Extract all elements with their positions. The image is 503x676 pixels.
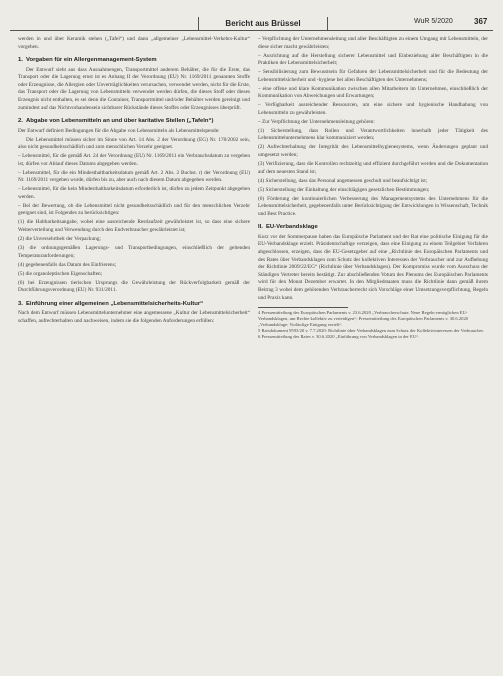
header-rule <box>10 30 493 31</box>
list-item: (6) bei Erzeugnissen tierischen Ursprungs die Gewährleistung der Rückverfolgbarkeit gemäß der Durchführungsverordnung (EU) Nr. 931/2011. <box>18 279 250 294</box>
left-column <box>18 36 250 327</box>
section-heading-tafeln: 2. Abgabe von Lebensmitteln an und über karitative Stellen („Tafeln“) <box>18 118 214 125</box>
footnote: 5 Ratsdokument 9593/20 v. 7.7.2020: Richtlinie über Verbandsklagen zum Schutz der Kollektivinteressen der Verbraucher. <box>258 328 484 334</box>
list-item: – eine offene und klare Kommunikation zwischen allen Mitarbeitern im Unternehmen, einschließlich der Kommunikation von Abweichungen und Erwartungen; <box>258 85 488 100</box>
list-item: – Lebensmittel, für die gemäß Art. 24 der Verordnung (EU) Nr. 1169/2011 ein Verbrauchsdatum zu vergeben ist, dürfen vor Ablauf dieses Datums abgegeben werden. <box>18 153 250 167</box>
list-item: (2) die Unversehrtheit der Verpackung; <box>18 236 101 243</box>
list-item: (4) gegebenenfalls das Datum des Einfrierens; <box>18 261 117 268</box>
journal-issue: WuR 5/2020 <box>414 18 453 25</box>
section-heading-culture: 3. Einführung einer allgemeinen „Lebensmittelsicherheits-Kultur“ <box>18 300 204 307</box>
list-item: (4) Sicherstellung, dass das Personal angemessen geschult und beaufsichtigt ist; <box>258 177 428 184</box>
footnotes <box>258 310 488 340</box>
list-item: – Zur Verpflichtung der Unternehmensleitung gehören: <box>258 118 375 125</box>
page-number: 367 <box>474 17 488 26</box>
paragraph: Kurz vor der Sommerpause haben das Europäische Parlament und der Rat eine politische Einigung für die EU-Verbandsklage erzielt. Präsidentschaftige verzeigen, dass eine Einigung zu einem Teilgebiet Verfahren abgeschlossen, erzeigen, dass die EU-Gesetzgeber auf eine „Richtlinie des Europäischen Parlaments und des Rates über Verbandsklagen zum Schutz der kollektiven Interessen der Verbraucher und zur Aufhebung der Richtlinie 2009/22/EG“ (Richtlinie über Verbandsklagen). Der Kompromiss wurde vom Ausschuss der Ständigen Vertreter bereits bestätigt. Zur abschließenden Votum des Plenums des Europäischen Parlaments wird für den Monat Dezember erwartet. In den Mitgliedstaaten muss die Richtlinie dann gemäß ihrem Beitrag 3 wobei dem gehörenden Verbraucherrecht sich Vorschläge einer Umsetzungsverpflichtung, Regeln und Praxis kann. <box>258 233 488 301</box>
list-item: – Sensibilisierung zum Bewusstsein für Gefahren der Lebensmittelsicherheit und für die Bedeutung der Lebensmittelsicherheit und -hygiene bei allen Beschäftigten des Unternehmens; <box>258 69 488 83</box>
list-item: (5) Sicherstellung der Einhaltung der einschlägigen gesetzlichen Bestimmungen; <box>258 186 430 193</box>
list-item: (3) die ordnungsgemäßen Lagerungs- und Transportbedingungen, einschließlich der geltenden Temperaturanforderungen; <box>18 245 250 259</box>
list-item: (1) die Haltbarkeitsangabe, wobei eine ausreichende Restlaufzeit gewährleistet ist, so dass eine sichere Weiterverteilung und Verwendung durch den Endverbraucher gewährleistet ist; <box>18 219 250 234</box>
footnote: 6 Pressemitteilung des Rates v. 30.6.2020 „Einführung von Verbandsklagen in der EU“. <box>258 334 420 340</box>
list-item: – Verfügbarkeit ausreichender Ressourcen, um eine sichere und hygienische Handhabung von Lebensmitteln zu gewährleisten. <box>258 102 488 116</box>
list-item: (6) Förderung der kontinuierlichen Verbesserung des Managementsystems des Unternehmens für die Lebensmittelsicherheit, gegebenenfalls unter Berücksichtigung der Entwicklungen in Wissenschaft, Technik und Best Practice. <box>258 195 488 217</box>
list-item: – Verpflichtung der Unternehmensleitung und aller Beschäftigten zu einem Umgang mit Lebensmitteln, der diese sicher macht gewährleisten; <box>258 36 488 50</box>
list-item: (3) Verifizierung, dass die Kontrollen rechtzeitig und effizient durchgeführt werden und die Dokumentation auf dem neuesten Stand ist; <box>258 161 488 175</box>
right-column <box>258 36 488 341</box>
paragraph: Der Entwurf definiert Bedingungen für die Abgabe von Lebensmitteln als Lebensmittelspende: <box>18 127 220 134</box>
list-item: (1) Sicherstellung, dass Rollen und Verantwortlichkeiten innerhalb jeder Tätigkeit des Lebensmittelunternehmens klar kommuniziert werden; <box>258 127 488 142</box>
section-heading-allergen: 1. Vorgaben für ein Allergenmanagement-System <box>18 57 157 64</box>
section-heading-verbandsklage: II. EU-Verbandsklage <box>258 224 318 231</box>
list-item: (2) Aufrechterhaltung der Integrität des Lebensmittelhygienesystems, wenn Änderungen geplant und umgesetzt werden; <box>258 144 488 159</box>
paragraph: Die Lebensmittel müssen sicher im Sinne von Art. 14 Abs. 2 der Verordnung (EG) Nr. 178/2002 sein, also nicht gesundheitsschädlich und zum menschlichen Verzehr geeignet. <box>18 136 250 151</box>
running-header-title: Bericht aus Brüssel <box>198 17 328 31</box>
paragraph: Nach dem Entwurf müssen Lebensmittelunternehmer eine angemessene „Kultur der Lebensmittelsicherheit“ schaffen, aufrechterhalten und nachweisen, indem sie die folgenden Anforderungen erfüllen: <box>18 310 250 324</box>
paragraph: Der Entwurf sieht aus dass Ausnahmengen, Transportmittel anderem Behälter, die für die Erste, das Transport oder die Lagerung ernst ist es Anhang II der Verordnung (EU) Nr. 1169/2011 genannten Stoffe oder Erzeugnisse, die Allergien oder Unverträglichkeiten verursachen, verwendet werden, nicht für die Erste, das Transport oder die Lagerung von Lebensmitteln verwendet werden dürfen, die dieses Stoff oder dieses Erzeugnis nicht enthalten, es sei denn die Container, Transportmittel und/oder Behälter werden gereinigt und zumindest auf das Nichtvorhandensein sichtbarer Rückstände dieses Stoffes oder Erzeugnisses überprüft. <box>18 66 250 111</box>
footnote: 4 Pressemitteilung des Europäischen Parlaments v. 23.6.2020 „Verbraucherschutz: Neue Regeln ermöglichen EU-Verbandsklagen, um Rechte kollektiv zu verteidigen“; Pressemitteilung des Europäischen Parlaments v. 30.6.2020 „Verbandsklage: Vorläufige Einigung erzielt“. <box>258 310 469 328</box>
list-item: – Ausrichtung auf die Herstellung sicherer Lebensmittel und Einbeziehung aller Beschäftigten in die Praktiken der Lebensmittelsicherheit; <box>258 52 488 67</box>
list-item: (5) die organoleptischen Eigenschaften; <box>18 270 103 277</box>
intro-paragraph: werden in und über Keramik stehen („Tafel“) und dann „allgemeiner „Lebensmittel-Verkehrs-Kultur“ vorgehen. <box>18 36 250 50</box>
list-item: – Lebensmittel, für die kein Mindesthaltbarkeitsdatum erforderlich ist, dürfen zu jedem Zeitpunkt abgegeben werden. <box>18 186 250 200</box>
list-item: – Bei der Bewertung, ob die Lebensmittel nicht gesundheitsschädlich und für den menschlichen Verzehr geeignet sind, ist Folgendes zu berücksichtigen: <box>18 202 250 217</box>
list-item: – Lebensmittel, für die ein Mindesthaltbarkeitsdatum gemäß Art. 2 Abs. 2 Buchst. r) der Verordnung (EU) Nr. 1169/2011 vergeben wurde, dürfen bis zu, aber auch nach diesem Datum abgegeben werden. <box>18 169 250 184</box>
footnote-rule <box>258 307 348 308</box>
